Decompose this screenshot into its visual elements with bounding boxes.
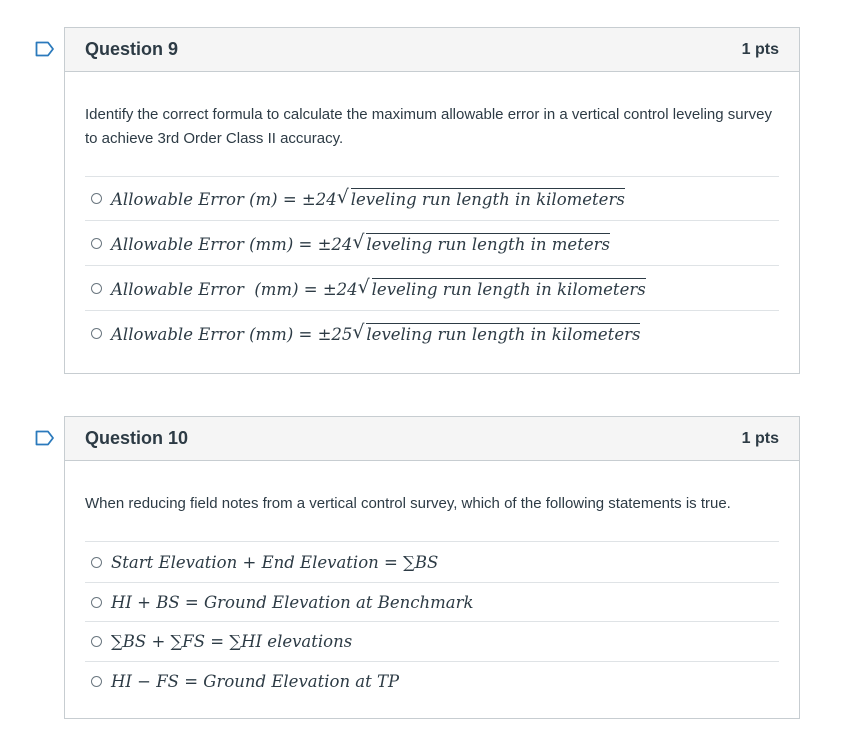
radio-button-icon[interactable]: [91, 193, 102, 204]
question-title: Question 10: [85, 428, 189, 448]
square-root-icon: √: [357, 275, 370, 298]
answer-option[interactable]: [85, 583, 779, 622]
formula-lhs: Allowable Error (mm) = ±24: [111, 279, 358, 299]
answer-formula: HI + BS = Ground Elevation at Benchmark: [111, 592, 474, 612]
answer-option[interactable]: [85, 542, 779, 583]
question-text: Identify the correct formula to calculate the maximum allowable error in a vertical control leveling survey to achieve 3rd Order Class II accuracy.: [85, 106, 772, 147]
answer-option[interactable]: [85, 177, 779, 221]
flag-question-icon[interactable]: [35, 430, 55, 446]
radio-button-icon[interactable]: [91, 328, 102, 339]
square-root-icon: √: [352, 321, 365, 343]
question-header: [65, 417, 799, 461]
radio-button-icon[interactable]: [91, 238, 102, 249]
square-root-icon: √: [352, 230, 365, 253]
question-header: [65, 28, 799, 72]
question-text: When reducing field notes from a vertical control survey, which of the following statements is true.: [85, 495, 731, 512]
formula-radicand: leveling run length in meters: [366, 234, 610, 254]
radio-button-icon[interactable]: [91, 557, 102, 568]
answer-list: [85, 541, 779, 700]
radio-button-icon[interactable]: [91, 597, 102, 608]
question-title: Question 9: [85, 39, 179, 59]
answer-formula: Start Elevation + End Elevation = ∑BS: [111, 552, 439, 572]
formula-radicand: leveling run length in kilometers: [371, 279, 646, 299]
answer-formula: HI − FS = Ground Elevation at TP: [111, 671, 400, 691]
answer-option[interactable]: [85, 266, 779, 311]
formula-radicand: leveling run length in kilometers: [366, 325, 641, 344]
formula-lhs: Allowable Error (mm) = ±25: [111, 325, 353, 344]
answer-list: [85, 176, 779, 356]
answer-formula: ∑BS + ∑FS = ∑HI elevations: [111, 632, 353, 651]
question-points: 1 pts: [741, 40, 779, 58]
question-card-10: [64, 416, 800, 719]
answer-option[interactable]: [85, 221, 779, 266]
formula-lhs: Allowable Error (m) = ±24: [111, 190, 337, 209]
square-root-icon: √: [336, 186, 349, 208]
formula-radicand: leveling run length in kilometers: [350, 190, 625, 209]
radio-button-icon[interactable]: [91, 636, 102, 647]
answer-option[interactable]: [85, 662, 779, 700]
radio-button-icon[interactable]: [91, 676, 102, 687]
flag-question-icon[interactable]: [35, 41, 55, 57]
radio-button-icon[interactable]: [91, 283, 102, 294]
question-card-9: [64, 27, 800, 374]
formula-lhs: Allowable Error (mm) = ±24: [111, 234, 353, 254]
question-points: 1 pts: [741, 429, 779, 447]
answer-option[interactable]: [85, 622, 779, 662]
answer-option[interactable]: [85, 311, 779, 356]
